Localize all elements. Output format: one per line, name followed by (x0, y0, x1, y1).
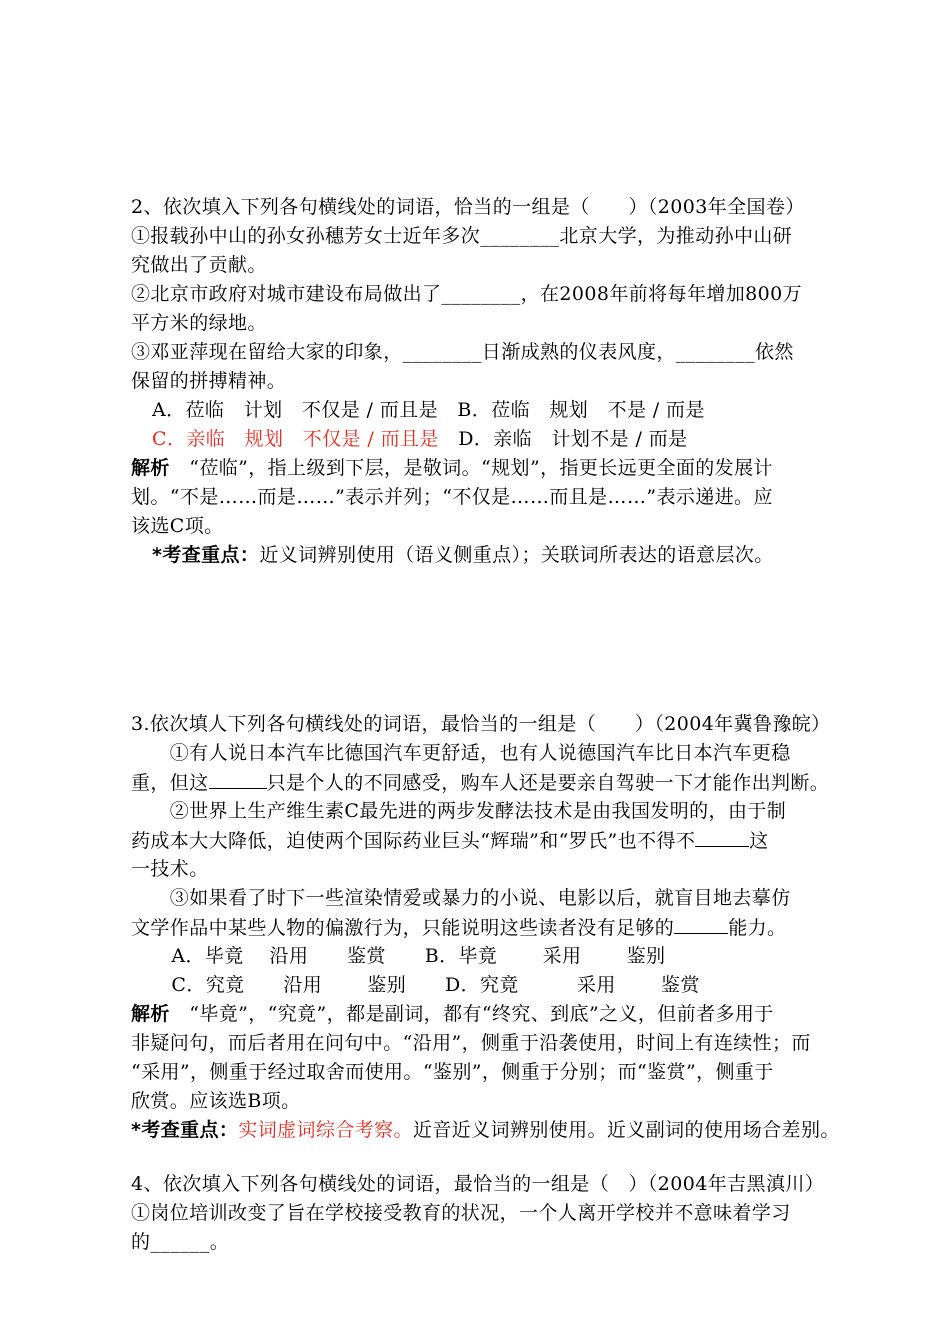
q3-s1-pre: 重，但这 (131, 772, 209, 794)
q3-s3-post: 能力。 (728, 917, 787, 939)
q3-options-ab: A．毕竟 沿用 鉴赏 B．毕竟 采用 鉴别 (152, 945, 666, 967)
q3-sentence-3-line-1: ③如果看了时下一些渲染情爱或暴力的小说、电影以后，就盲目地去摹仿 (131, 887, 791, 909)
q2-focus-text: 近义词辨别使用（语义侧重点）；关联词所表达的语意层次。 (259, 544, 774, 566)
q3-analysis-line-4: 欣赏。应该选B项。 (131, 1090, 301, 1112)
q2-sentence-3-line-2: 保留的拼搏精神。 (131, 370, 287, 392)
q3-s2-pre: 药成本大大降低，迫使两个国际药业巨头“辉瑞”和“罗氏”也不得不 (131, 830, 696, 852)
q3-sentence-2-line-2 (131, 826, 891, 854)
q2-sentence-2-line-2: 平方米的绿地。 (131, 312, 267, 334)
q3-sentence-2-line-3: 一技术。 (131, 858, 209, 880)
q3-s2-post: 这 (749, 830, 769, 852)
q2-analysis-label: 解析 (131, 457, 170, 479)
q2-analysis-line-3: 该选C项。 (131, 515, 224, 537)
q2-sentence-1-line-1: ①报载孙中山的孙女孙穗芳女士近年多次________北京大学，为推动孙中山研 (131, 225, 793, 247)
q3-analysis-label: 解析 (131, 1003, 170, 1025)
q2-option-d: D．亲临 计划不是 / 而是 (458, 428, 688, 450)
q4-sentence-1-line-2: 的______。 (131, 1231, 230, 1253)
q3-stem: 3.依次填人下列各句横线处的词语，最恰当的一组是（ ）（2004年冀鲁豫皖） (131, 713, 831, 735)
q3-focus-red: 实词虚词综合考察。 (238, 1119, 413, 1141)
q2-sentence-1-line-2: 究做出了贡献。 (131, 254, 267, 276)
q3-sentence-1-line-2 (131, 768, 891, 796)
q2-analysis-text-1: “莅临”，指上级到下层，是敬词。“规划”，指更长远更全面的发展计 (169, 457, 773, 479)
q3-options-cd: C．究竟 沿用 鉴别 D．究竟 采用 鉴赏 (152, 974, 700, 996)
q3-s3-pre: 文学作品中某些人物的偏激行为，只能说明这些读者没有足够的 (131, 917, 675, 939)
q2-sentence-3-line-1: ③邓亚萍现在留给大家的印象，________日渐成熟的仪表风度，________依然 (131, 341, 794, 363)
q2-options-ab: A．莅临 计划 不仅是 / 而且是 B．莅临 规划 不是 / 而是 (152, 399, 705, 421)
q2-focus (152, 541, 912, 569)
q2-option-c-answer: C．亲临 规划 不仅是 / 而且是 (152, 428, 439, 450)
q3-blank-3 (674, 913, 728, 934)
q2-stem: 2、依次填入下列各句横线处的词语，恰当的一组是（ ）（2003年全国卷） (131, 196, 805, 218)
q2-analysis-line-2: 划。“不是……而是……”表示并列；“不仅是……而且是……”表示递进。应 (131, 486, 773, 508)
q3-focus-text: 近音近义词辨别使用。近义副词的使用场合差别。 (412, 1119, 840, 1141)
q4-sentence-1-line-1: ①岗位培训改变了旨在学校接受教育的状况，一个人离开学校并不意味着学习 (131, 1202, 791, 1224)
q3-analysis-text-1: “毕竟”，“究竟”，都是副词，都有“终究、到底”之义，但前者多用于 (169, 1003, 774, 1025)
q3-analysis-line-2: 非疑问句，而后者用在问句中。“沿用”，侧重于沿袭使用，时间上有连续性；而 (131, 1032, 811, 1054)
q4-stem: 4、依次填入下列各句横线处的词语，最恰当的一组是（ ）（2004年吉黑滇川） (131, 1173, 825, 1195)
q3-sentence-1-line-1: ①有人说日本汽车比德国汽车更舒适，也有人说德国汽车比日本汽车更稳 (131, 742, 791, 764)
q2-focus-label: *考查重点： (152, 544, 260, 566)
q3-blank-1 (209, 768, 267, 789)
q3-focus-label: *考查重点： (131, 1119, 239, 1141)
q3-s1-post: 只是个人的不同感受，购车人还是要亲自驾驶一下才能作出判断。 (266, 772, 830, 794)
q3-blank-2 (695, 826, 749, 847)
q2-sentence-2-line-1: ②北京市政府对城市建设布局做出了________，在2008年前将每年增加800万 (131, 283, 803, 305)
q2-options-cd (152, 425, 912, 453)
q3-analysis-line-3: “采用”，侧重于经过取舍而使用。“鉴别”，侧重于分别；而“鉴赏”，侧重于 (131, 1061, 774, 1083)
q3-sentence-3-line-2 (131, 913, 891, 941)
q3-sentence-2-line-1: ②世界上生产维生素C最先进的两步发酵法技术是由我国发明的，由于制 (131, 800, 787, 822)
q3-analysis-line-1 (131, 1000, 891, 1028)
q2-analysis-line-1 (131, 454, 891, 482)
q3-focus (131, 1116, 891, 1144)
